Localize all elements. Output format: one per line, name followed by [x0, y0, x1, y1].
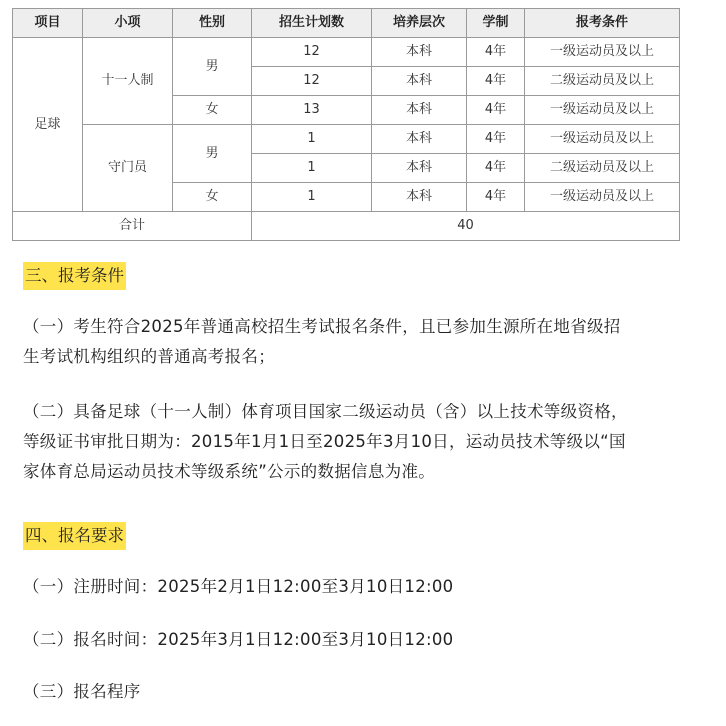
years-cell: 4年: [467, 154, 525, 183]
plan-count-cell: 13: [252, 96, 372, 125]
table-row: [13, 125, 680, 154]
years-cell: 4年: [467, 67, 525, 96]
years-cell: 4年: [467, 125, 525, 154]
level-cell: 本科: [372, 183, 467, 212]
condition-cell: 一级运动员及以上: [525, 183, 680, 212]
condition-cell: 二级运动员及以上: [525, 67, 680, 96]
section4-item-1: [23, 572, 453, 602]
header-cell-gender: 性别: [173, 9, 252, 38]
header-cell-level: 培养层次: [372, 9, 467, 38]
years-cell: 4年: [467, 96, 525, 125]
section4-heading: 四、报名要求: [23, 522, 126, 550]
level-cell: 本科: [372, 96, 467, 125]
plan-count-cell: 12: [252, 38, 372, 67]
level-cell: 本科: [372, 154, 467, 183]
level-cell: 本科: [372, 125, 467, 154]
header-cell-years: 学制: [467, 9, 525, 38]
quota-table-container: [12, 8, 679, 241]
condition-cell: 一级运动员及以上: [525, 125, 680, 154]
header-cell-project: 项目: [13, 9, 83, 38]
condition-cell: 二级运动员及以上: [525, 154, 680, 183]
section4-item-2: [23, 625, 453, 655]
paragraph-line: （三）报名程序: [23, 682, 141, 701]
gender-cell: 女: [173, 96, 252, 125]
total-label-cell: 合计: [13, 212, 252, 241]
condition-cell: 一级运动员及以上: [525, 96, 680, 125]
plan-count-cell: 1: [252, 183, 372, 212]
section3-heading-block: [23, 262, 126, 290]
gender-cell: 男: [173, 38, 252, 96]
quota-table: [12, 8, 680, 241]
paragraph-line: （一）考生符合2025年普通高校招生考试报名条件，且已参加生源所在地省级招: [23, 317, 621, 336]
paragraph-line: 家体育总局运动员技术等级系统”公示的数据信息为准。: [23, 462, 436, 481]
years-cell: 4年: [467, 183, 525, 212]
total-row: [13, 212, 680, 241]
years-cell: 4年: [467, 38, 525, 67]
paragraph-line: （一）注册时间：2025年2月1日12:00至3月10日12:00: [23, 577, 454, 596]
table-row: [13, 38, 680, 67]
header-cell-plan-count: 招生计划数: [252, 9, 372, 38]
gender-cell: 女: [173, 183, 252, 212]
project-cell: 足球: [13, 38, 83, 212]
section3-heading: 三、报考条件: [23, 262, 126, 290]
section4-heading-block: [23, 522, 126, 550]
plan-count-cell: 1: [252, 154, 372, 183]
section4-item-3: [23, 677, 141, 707]
plan-count-cell: 12: [252, 67, 372, 96]
total-value-cell: 40: [252, 212, 680, 241]
paragraph-line: （二）报名时间：2025年3月1日12:00至3月10日12:00: [23, 630, 454, 649]
paragraph-line: 等级证书审批日期为：2015年1月1日至2025年3月10日，运动员技术等级以“国: [23, 432, 626, 451]
subitem-cell: 十一人制: [83, 38, 173, 125]
plan-count-cell: 1: [252, 125, 372, 154]
gender-cell: 男: [173, 125, 252, 183]
subitem-cell: 守门员: [83, 125, 173, 212]
level-cell: 本科: [372, 38, 467, 67]
condition-cell: 一级运动员及以上: [525, 38, 680, 67]
header-cell-subitem: 小项: [83, 9, 173, 38]
paragraph-line: （二）具备足球（十一人制）体育项目国家二级运动员（含）以上技术等级资格，: [23, 402, 628, 421]
paragraph-line: 生考试机构组织的普通高考报名；: [23, 347, 275, 366]
section3-paragraph-1: [23, 312, 621, 372]
level-cell: 本科: [372, 67, 467, 96]
section3-paragraph-2: [23, 397, 628, 487]
header-cell-condition: 报考条件: [525, 9, 680, 38]
table-header-row: [13, 9, 680, 38]
